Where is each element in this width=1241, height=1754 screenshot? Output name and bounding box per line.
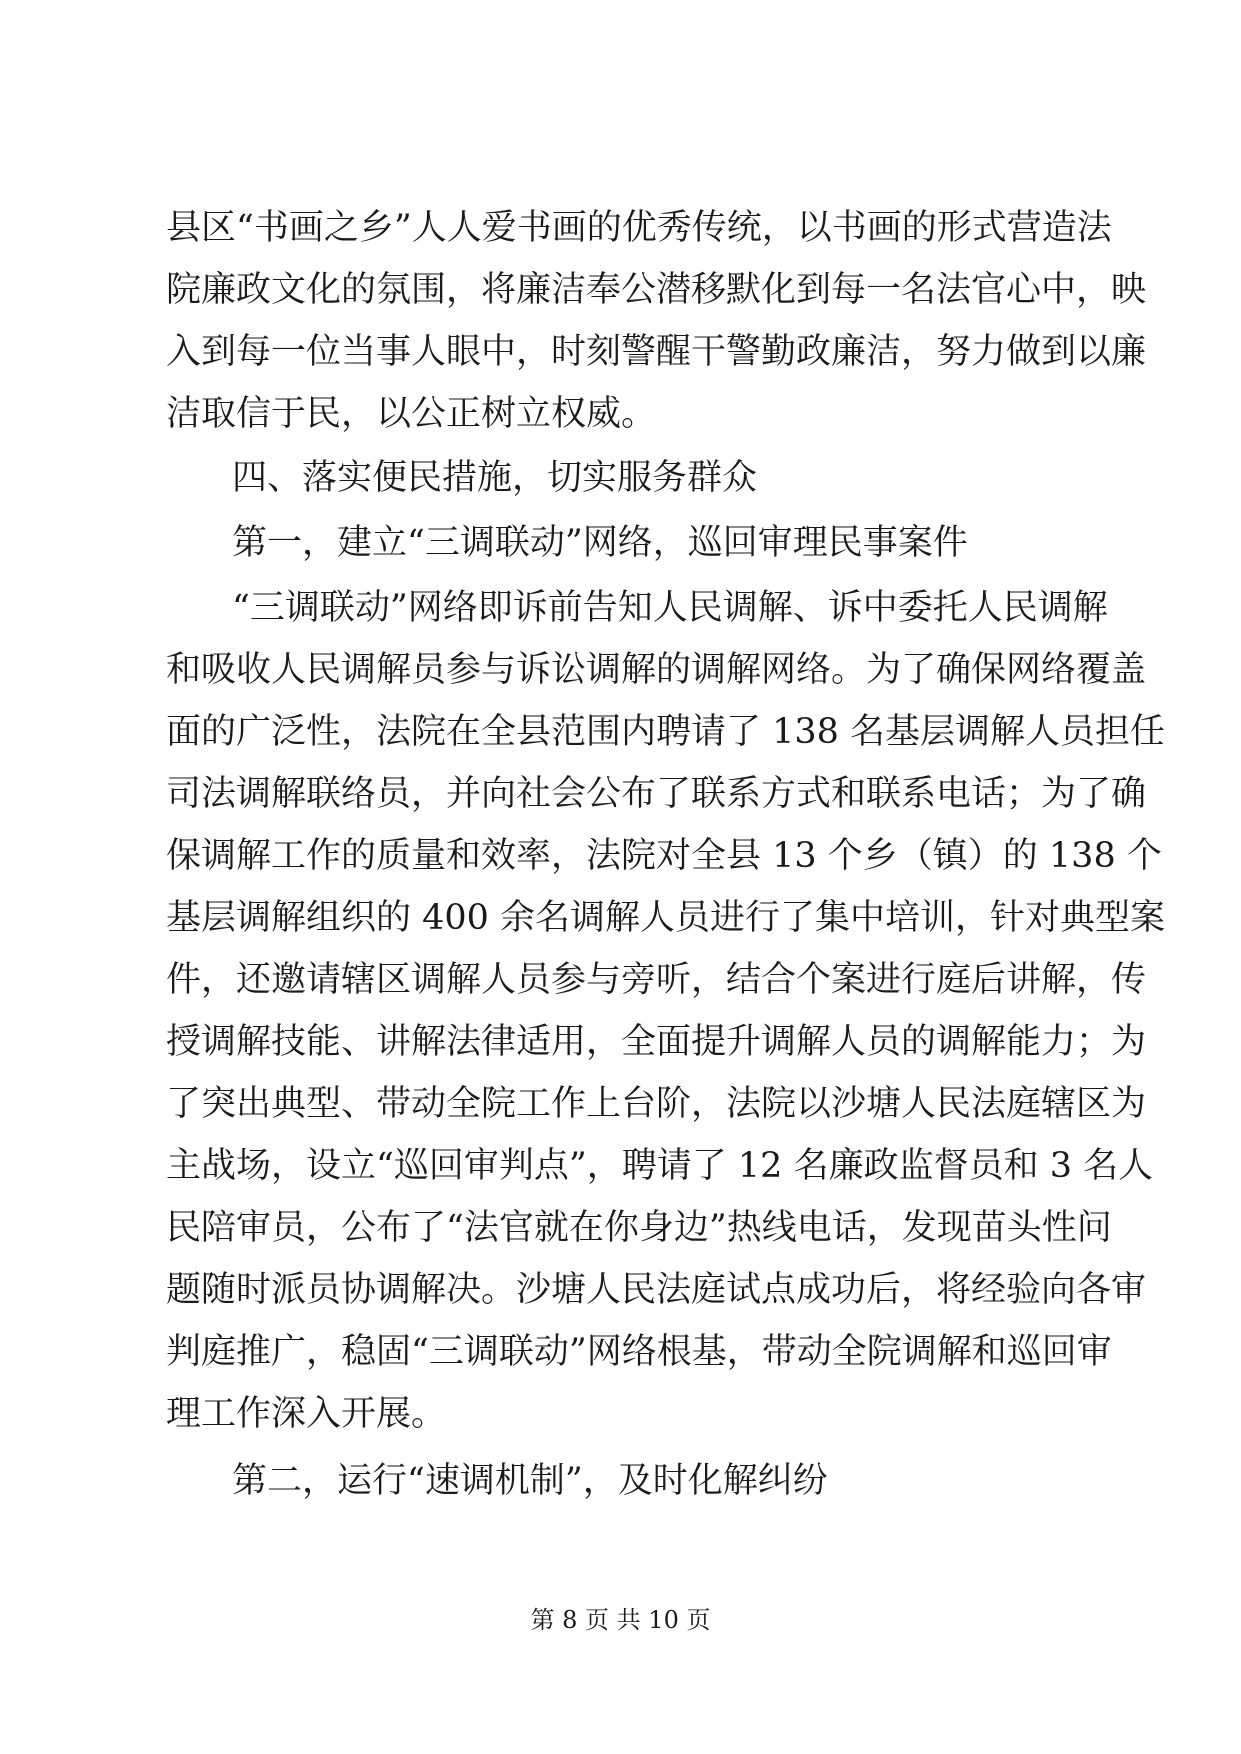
paragraph-line: 基层调解组织的 400 余名调解人员进行了集中培训，针对典型案 — [166, 898, 1166, 938]
paragraph-line: 理工作深入开展。 — [166, 1394, 447, 1434]
paragraph-line: “三调联动”网络即诉前告知人民调解、诉中委托人民调解 — [232, 588, 1108, 628]
paragraph-line: 县区“书画之乡”人人爱书画的优秀传统，以书画的形式营造法 — [166, 208, 1112, 248]
page-number: 第 8 页 共 10 页 — [530, 1606, 711, 1634]
subheading: 第一，建立“三调联动”网络，巡回审理民事案件 — [232, 523, 968, 563]
paragraph-line: 了突出典型、带动全院工作上台阶，法院以沙塘人民法庭辖区为 — [166, 1084, 1147, 1124]
paragraph-line: 民陪审员，公布了“法官就在你身边”热线电话，发现苗头性问 — [166, 1208, 1112, 1248]
paragraph-line: 面的广泛性，法院在全县范围内聘请了 138 名基层调解人员担任 — [166, 712, 1166, 752]
paragraph-line: 保调解工作的质量和效率，法院对全县 13 个乡（镇）的 138 个 — [166, 836, 1162, 876]
subheading: 第二，运行“速调机制”，及时化解纠纷 — [232, 1461, 828, 1501]
paragraph-line: 件，还邀请辖区调解人员参与旁听，结合个案进行庭后讲解，传 — [166, 960, 1147, 1000]
paragraph-line: 司法调解联络员，并向社会公布了联系方式和联系电话；为了确 — [166, 774, 1147, 814]
section-heading: 四、落实便民措施，切实服务群众 — [232, 458, 758, 498]
paragraph-line: 授调解技能、讲解法律适用，全面提升调解人员的调解能力；为 — [166, 1022, 1147, 1062]
paragraph-line: 入到每一位当事人眼中，时刻警醒干警勤政廉洁，努力做到以廉 — [166, 332, 1147, 372]
paragraph-line: 院廉政文化的氛围，将廉洁奉公潜移默化到每一名法官心中，映 — [166, 270, 1147, 310]
paragraph-line: 和吸收人民调解员参与诉讼调解的调解网络。为了确保网络覆盖 — [166, 650, 1147, 690]
paragraph-line: 题随时派员协调解决。沙塘人民法庭试点成功后，将经验向各审 — [166, 1270, 1147, 1310]
paragraph-line: 判庭推广，稳固“三调联动”网络根基，带动全院调解和巡回审 — [166, 1332, 1112, 1372]
paragraph-line: 洁取信于民，以公正树立权威。 — [166, 394, 657, 434]
paragraph-line: 主战场，设立“巡回审判点”，聘请了 12 名廉政监督员和 3 名人 — [166, 1146, 1154, 1186]
